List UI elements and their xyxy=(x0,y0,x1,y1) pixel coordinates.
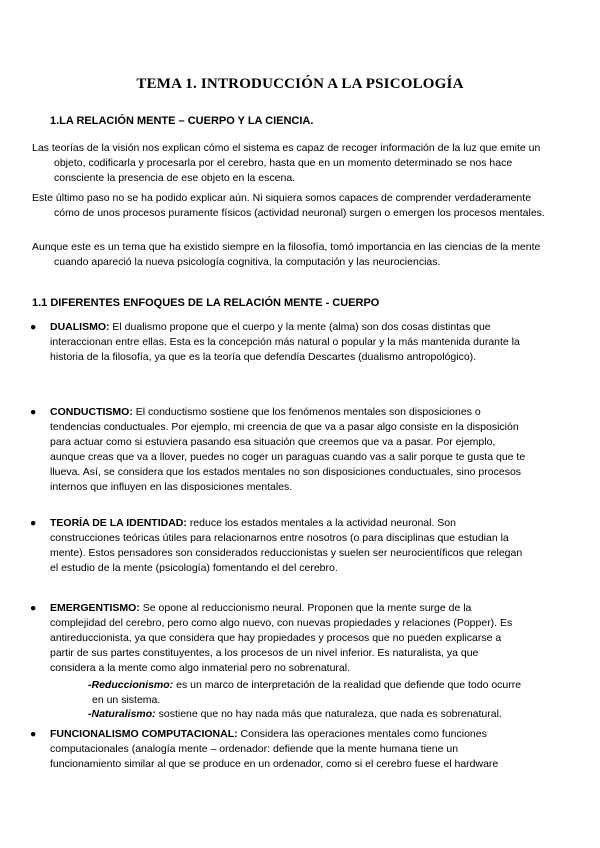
term-conductismo: CONDUCTISMO: xyxy=(50,406,133,418)
bullet-icon: ● xyxy=(30,517,37,529)
sub-item-naturalismo xyxy=(88,707,532,722)
term-funcionalismo: FUNCIONALISMO COMPUTACIONAL: xyxy=(50,728,238,740)
list-item-emergentismo xyxy=(30,601,526,676)
text-teoria-identidad: reduce los estados mentales a la actividad neuronal. Son construcciones teóricas útiles para relacionarnos entre nosotros (o para disciplinas que estudian la mente). Estos pensadores son considerados reduccionistas y suelen ser neurocientíficos que relegan el estudio de la mente (psicología) fomentando el del cerebro. xyxy=(50,517,523,574)
text-dualismo: El dualismo propone que el cuerpo y la mente (alma) son dos cosas distintas que interaccionan entre ellas. Esta es la concepción más natural o popular y la más mantenida durante la historia de la filosofía, ya que es la teoría que defendía Descartes (dualismo antropológico). xyxy=(50,321,520,363)
paragraph-vision: Las teorías de la visión nos explican cómo el sistema es capaz de recoger información de la luz que emite un objeto, codificarla y procesarla por el cerebro, hasta que en un momento determinado se nos hace consciente la presencia de ese objeto en la escena. xyxy=(32,142,541,184)
text-funcionalismo: Considera las operaciones mentales como funciones computacionales (analogía mente – ordenador: defiende que la mente humana tiene un funcionamiento similar al que se produce en un ordenador, como si el cerebro fuese el hardware xyxy=(50,728,499,770)
text-reduccionismo: es un marco de interpretación de la realidad que defiende que todo ocurre en un sistema. xyxy=(92,679,522,706)
bullet-icon: ● xyxy=(30,602,37,614)
document-title: TEMA 1. INTRODUCCIÓN A LA PSICOLOGÍA xyxy=(136,76,464,92)
list-item-funcionalismo xyxy=(30,727,526,772)
text-conductismo: El conductismo sostiene que los fenómenos mentales son disposiciones o tendencias conductuales. Por ejemplo, mi creencia de que va a pasar algo consiste en la disposición para actuar como si estuviera pasando esa situación que creemos que va a pasar. Por ejemplo, aunque creas que va a llover, puedes no coger un paraguas cuando vas a salir porque te gusta que te llueva. Así, se considera que los estados mentales no son disposiciones conductuales, sino procesos internos que influyen en las disposiciones mentales. xyxy=(50,406,526,493)
list-item-dualismo xyxy=(30,320,526,365)
bullet-icon: ● xyxy=(30,728,37,740)
list-item-conductismo xyxy=(30,405,526,495)
section-heading-enfoques: 1.1 DIFERENTES ENFOQUES DE LA RELACIÓN MENTE - CUERPO xyxy=(32,297,380,309)
text-emergentismo: Se opone al reduccionismo neural. Proponen que la mente surge de la complejidad del cerebro, pero como algo nuevo, con nuevas propiedades y relaciones (Popper). Es antireduccionista, ya que considera que hay propiedades y procesos que no pueden explicarse a partir de sus partes constituyentes, a los procesos de un nivel inferior. Es naturalista, ya que considera a la mente como algo inmaterial pero no sobrenatural. xyxy=(50,602,513,674)
term-naturalismo: -Naturalismo: xyxy=(88,708,156,720)
text-naturalismo: sostiene que no hay nada más que naturaleza, que nada es sobrenatural. xyxy=(158,708,502,720)
list-item-teoria-identidad xyxy=(30,516,526,576)
bullet-icon: ● xyxy=(30,321,37,333)
paragraph-filosofia: Aunque este es un tema que ha existido siempre en la filosofía, tomó importancia en las ciencias de la mente cuando apareció la nueva psicología cognitiva, la computación y las neurociencias. xyxy=(32,241,541,268)
bullet-icon: ● xyxy=(30,406,37,418)
term-dualismo: DUALISMO: xyxy=(50,321,110,333)
term-emergentismo: EMERGENTISMO: xyxy=(50,602,140,614)
section-heading-relacion: 1.LA RELACIÓN MENTE – CUERPO Y LA CIENCIA. xyxy=(50,115,314,127)
sub-item-reduccionismo xyxy=(88,678,532,708)
term-reduccionismo: -Reduccionismo: xyxy=(88,679,174,691)
paragraph-ultimo-paso: Este último paso no se ha podido explicar aún. Ni siquiera somos capaces de comprender verdaderamente cómo de unos procesos puramente físicos (actividad neuronal) surgen o emergen los procesos mentales. xyxy=(32,192,545,219)
term-teoria-identidad: TEORÍA DE LA IDENTIDAD: xyxy=(50,517,187,529)
